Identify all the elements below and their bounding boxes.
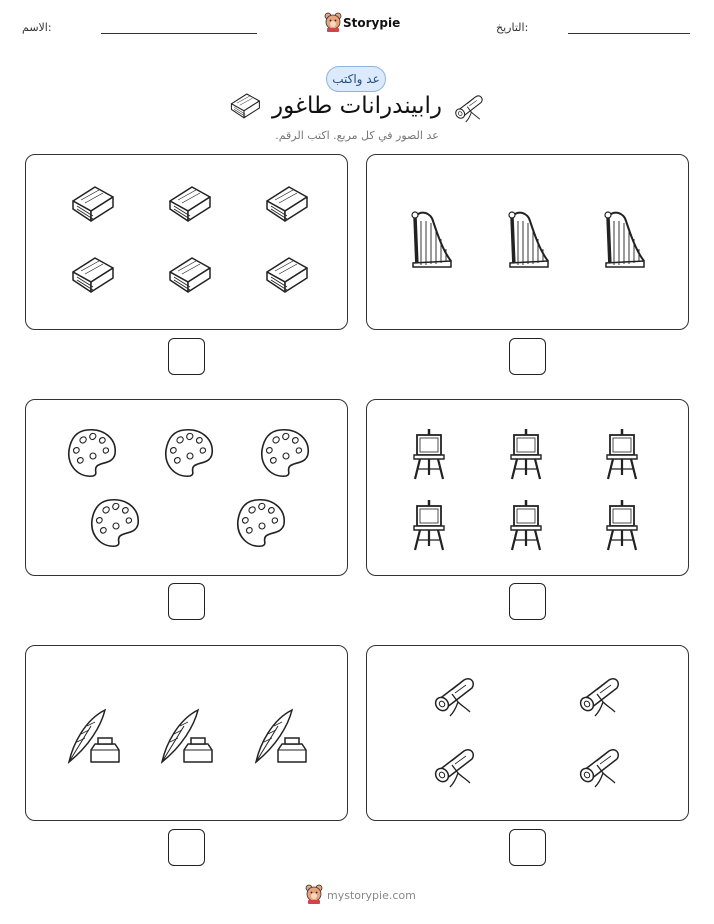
activity-badge: عد واكتب [326,66,386,92]
answer-box-scrolls[interactable] [509,829,546,866]
name-label: الاسم: [22,21,52,34]
book-icon [170,258,210,292]
book-icon [170,187,210,221]
easel-icon [414,500,444,550]
scroll-icon [433,750,473,787]
name-line[interactable] [101,33,257,34]
harp-icon [412,212,451,267]
palette-icon [238,500,284,546]
panel-harps [366,154,689,330]
panel-palettes [25,399,348,576]
book-icon [226,92,262,122]
answer-box-easels[interactable] [509,583,546,620]
footer-url[interactable]: mystorypie.com [327,888,416,902]
book-icon [267,187,307,221]
answer-box-quills[interactable] [168,829,205,866]
page-title: رابيندرانات طاغور [271,93,443,119]
palette-icon [166,430,212,476]
quill-inkwell-icon [162,710,212,762]
palettes-group [26,400,349,577]
harps-group [367,155,690,331]
bear-mascot-icon [305,885,323,905]
answer-box-palettes[interactable] [168,583,205,620]
footer [305,884,415,906]
quill-inkwell-icon [256,710,306,762]
easel-icon [607,429,637,479]
scroll-icon [578,750,618,787]
palette-icon [262,430,308,476]
books-group [26,155,349,331]
easel-icon [607,500,637,550]
quill-inkwell-icon [69,710,119,762]
bear-mascot-icon [325,14,341,32]
book-icon [73,187,113,221]
easel-icon [414,429,444,479]
answer-box-harps[interactable] [509,338,546,375]
easel-icon [511,500,541,550]
book-icon [267,258,307,292]
harp-icon [605,212,644,267]
book-icon [73,258,113,292]
panel-scrolls [366,645,689,821]
scroll-icon [578,679,618,716]
date-line[interactable] [568,33,690,34]
scroll-icon [433,679,473,716]
storypie-logo [325,13,401,33]
easels-group [367,400,690,577]
palette-icon [92,500,138,546]
scrolls-group [367,646,690,822]
panel-books [25,154,348,330]
answer-box-books[interactable] [168,338,205,375]
harp-icon [509,212,548,267]
panel-quills [25,645,348,821]
quills-group [26,646,349,822]
instructions: عد الصور في كل مربع. اكتب الرقم. [275,129,439,142]
easel-icon [511,429,541,479]
panel-easels [366,399,689,576]
palette-icon [69,430,115,476]
date-label: التاريخ: [496,21,529,34]
logo-text: Storypie [343,16,401,30]
